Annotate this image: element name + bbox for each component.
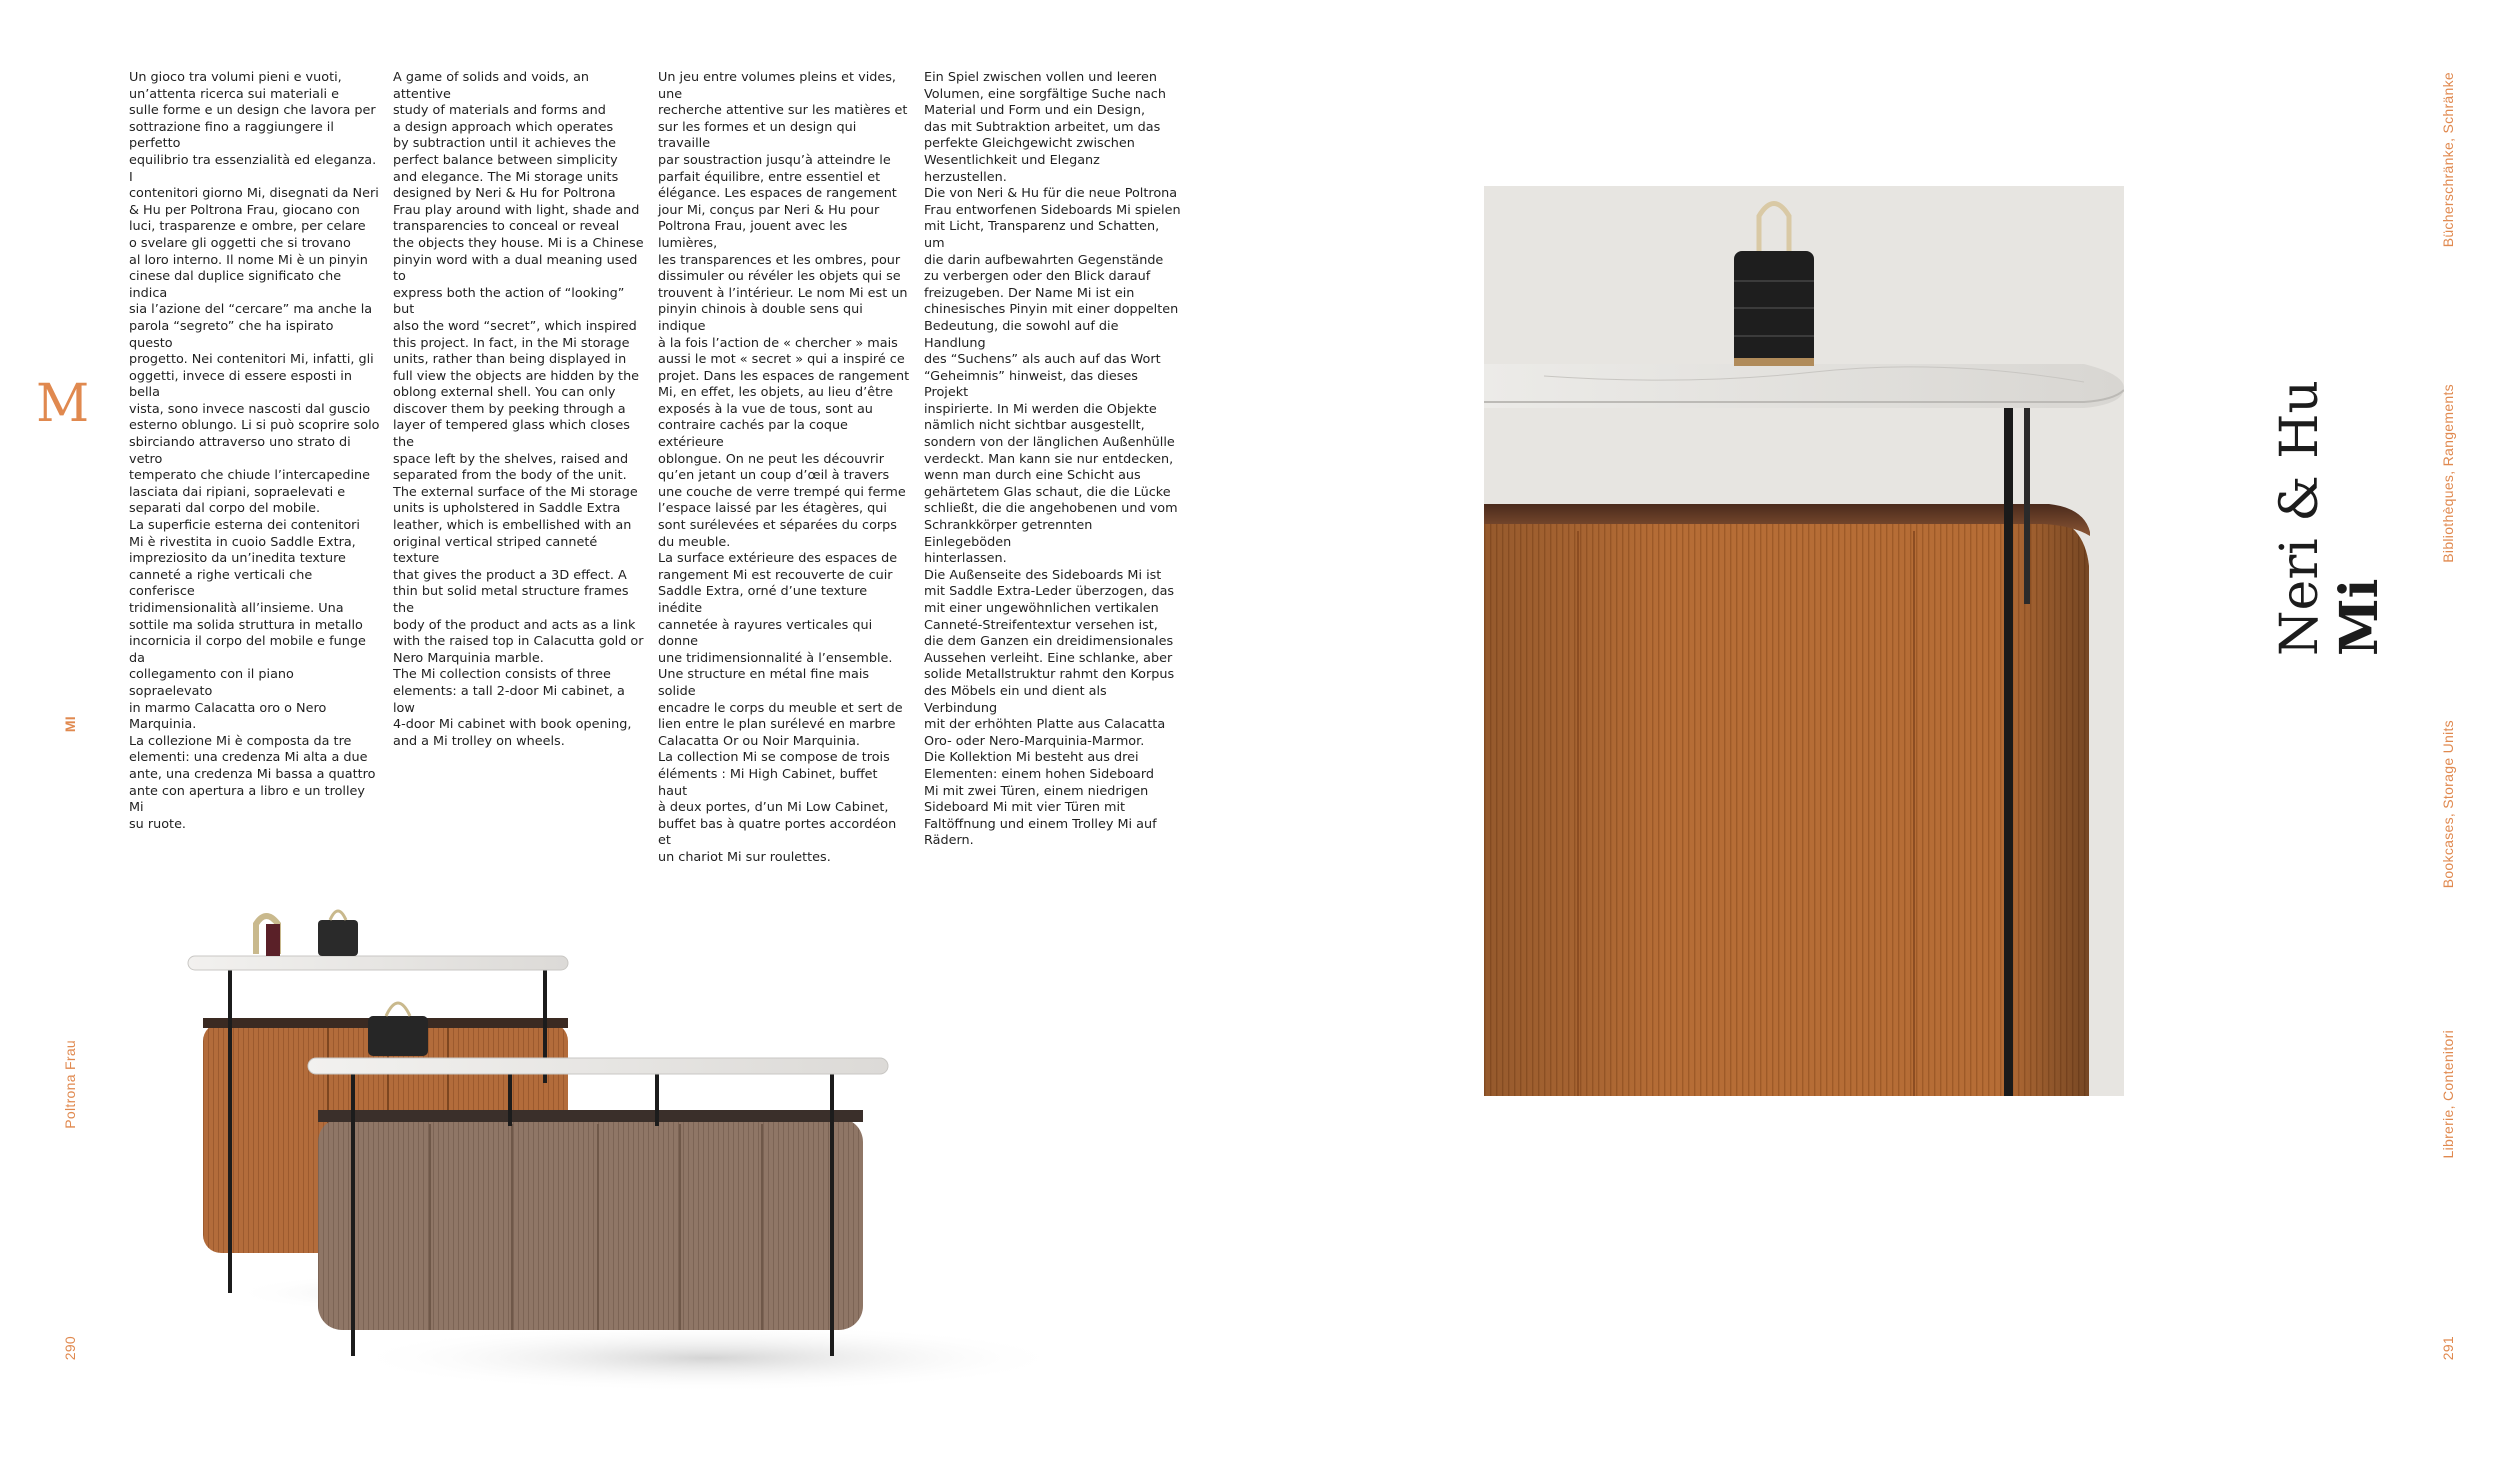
product-title — [2270, 380, 2390, 656]
text-column-french: Un jeu entre volumes pleins et vides, une recherche attentive sur les matières et sur les formes et un design qui travaille par soustraction jusqu’à atteindre le parfait équilibre, entre essentiel et élégance. Les espaces de rangement jour Mi, conçus par Neri & Hu pour Poltrona Frau, jouent avec les lumières, les transparences et les ombres, pour dissimuler ou révéler les objets qui se trouvent à l’intérieur. Le nom Mi est un pinyin chinois à double sens qui indique à la fois l’action de « chercher » mais aussi le mot « secret » qui a inspiré ce projet. Dans les espaces de rangement Mi, en effet, les objets, au lieu d’être exposés à la vue de tous, sont au contraire cachés par la coque extérieure oblongue. On ne peut les découvrir qu’en jetant un coup d’œil à travers une couche de verre trempé qui ferme l’espace laissé par les étagères, qui sont surélevées et séparées du corps du meuble. La surface extérieure des espaces de rangement Mi est recouverte de cuir Saddle Extra, orné d’une texture inédite cannetée à rayures verticales qui donne une tridimensionnalité à l’ensemble. Une structure en métal fine mais solide encadre le corps du meuble et sert de lien entre le plan surélevé en marbre Calacatta Or ou Noir Marquinia. La collection Mi se compose de trois éléments : Mi High Cabinet, buffet haut à deux portes, d’un Mi Low Cabinet, buffet bas à quatre portes accordéon et un chariot Mi sur roulettes. — [658, 70, 910, 865]
product-photo-detail — [1484, 186, 2124, 1096]
designer-name: Neri & Hu — [2270, 380, 2330, 656]
cabinets-illustration — [148, 888, 1098, 1398]
section-label: MI — [62, 716, 78, 733]
section-initial: M — [36, 374, 90, 434]
category-label-it: Librerie, Contenitori — [2440, 1030, 2456, 1159]
cabinet-detail-illustration — [1484, 186, 2124, 1096]
brand-label: Poltrona Frau — [62, 1040, 78, 1129]
product-name: Mi — [2329, 578, 2390, 656]
category-label-de: Bücherschränke, Schränke — [2440, 72, 2456, 248]
page-number-left: 290 — [62, 1336, 78, 1361]
category-label-fr: Bibliothèques, Rangements — [2440, 384, 2456, 563]
text-column-english: A game of solids and voids, an attentive study of materials and forms and a design approach which operates by subtraction until it achieves the perfect balance between simplicity and elegance. The Mi storage units designed by Neri & Hu for Poltrona Frau play around with light, shade and transparencies to conceal or reveal the objects they house. Mi is a Chinese pinyin word with a dual meaning used to express both the action of “looking” but also the word “secret”, which inspired this project. In fact, in the Mi storage units, rather than being displayed in full view the objects are hidden by the oblong external shell. You can only discover them by peeking through a layer of tempered glass which closes the space left by the shelves, raised and separated from the body of the unit. The external surface of the Mi storage units is upholstered in Saddle Extra leather, which is embellished with an original vertical striped canneté texture that gives the product a 3D effect. A thin but solid metal structure frames the body of the product and acts as a link with the raised top in Calacutta gold or Nero Marquinia marble. The Mi collection consists of three elements: a tall 2-door Mi cabinet, a low 4-door Mi cabinet with book opening, and a Mi trolley on wheels. — [393, 70, 644, 749]
product-photo-cabinets — [148, 888, 1098, 1398]
category-label-en: Bookcases, Storage Units — [2440, 720, 2456, 889]
text-column-german: Ein Spiel zwischen vollen und leeren Volumen, eine sorgfältige Suche nach Material und Form und ein Design, das mit Subtraktion arbeitet, um das perfekte Gleichgewicht zwischen Wesentlichkeit und Eleganz herzustellen. Die von Neri & Hu für die neue Poltrona Frau entworfenen Sideboards Mi spielen mit Licht, Transparenz und Schatten, um die darin aufbewahrten Gegenstände zu verbergen oder den Blick darauf freizugeben. Der Name Mi ist ein chinesisches Pinyin mit einer doppelten Bedeutung, die sowohl auf die Handlung des “Suchens” als auch auf das Wort “Geheimnis” hinweist, das dieses Projekt inspirierte. In Mi werden die Objekte nämlich nicht sichtbar ausgestellt, sondern von der länglichen Außenhülle verdeckt. Man kann sie nur entdecken, wenn man durch eine Schicht aus gehärtetem Glas schaut, die die Lücke schließt, die die angehobenen und vom Schrankkörper getrennten Einlegeböden hinterlassen. Die Außenseite des Sideboards Mi ist mit Saddle Extra-Leder überzogen, das mit einer ungewöhnlichen vertikalen Canneté-Streifentextur versehen ist, die dem Ganzen ein dreidimensionales Aussehen verleiht. Eine schlanke, aber solide Metallstruktur rahmt den Korpus des Möbels ein und dient als Verbindung mit der erhöhten Platte aus Calacatta Oro- oder Nero-Marquinia-Marmor. Die Kollektion Mi besteht aus drei Elementen: einem hohen Sideboard Mi mit zwei Türen, einem niedrigen Sideboard Mi mit vier Türen mit Faltöffnung und einem Trolley Mi auf Rädern. — [924, 70, 1181, 849]
page-number-right: 291 — [2440, 1336, 2456, 1361]
text-column-italian: Un gioco tra volumi pieni e vuoti, un’attenta ricerca sui materiali e sulle forme e un design che lavora per sottrazione fino a raggiungere il perfetto equilibrio tra essenzialità ed eleganza. I contenitori giorno Mi, disegnati da Neri & Hu per Poltrona Frau, giocano con luci, trasparenze e ombre, per celare o svelare gli oggetti che si trovano al loro interno. Il nome Mi è un pinyin cinese dal duplice significato che indica sia l’azione del “cercare” ma anche la parola “segreto” che ha ispirato questo progetto. Nei contenitori Mi, infatti, gli oggetti, invece di essere esposti in bella vista, sono invece nascosti dal guscio esterno oblungo. Li si può scoprire solo sbirciando attraverso uno strato di vetro temperato che chiude l’intercapedine lasciata dai ripiani, sopraelevati e separati dal corpo del mobile. La superficie esterna dei contenitori Mi è rivestita in cuoio Saddle Extra, impreziosito da un’inedita texture canneté a righe verticali che conferisce tridimensionalità all’insieme. Una sottile ma solida struttura in metallo incornicia il corpo del mobile e funge da collegamento con il piano sopraelevato in marmo Calacatta oro o Nero Marquinia. La collezione Mi è composta da tre elementi: una credenza Mi alta a due ante, una credenza Mi bassa a quattro ante con apertura a libro e un trolley Mi su ruote. — [129, 70, 380, 832]
